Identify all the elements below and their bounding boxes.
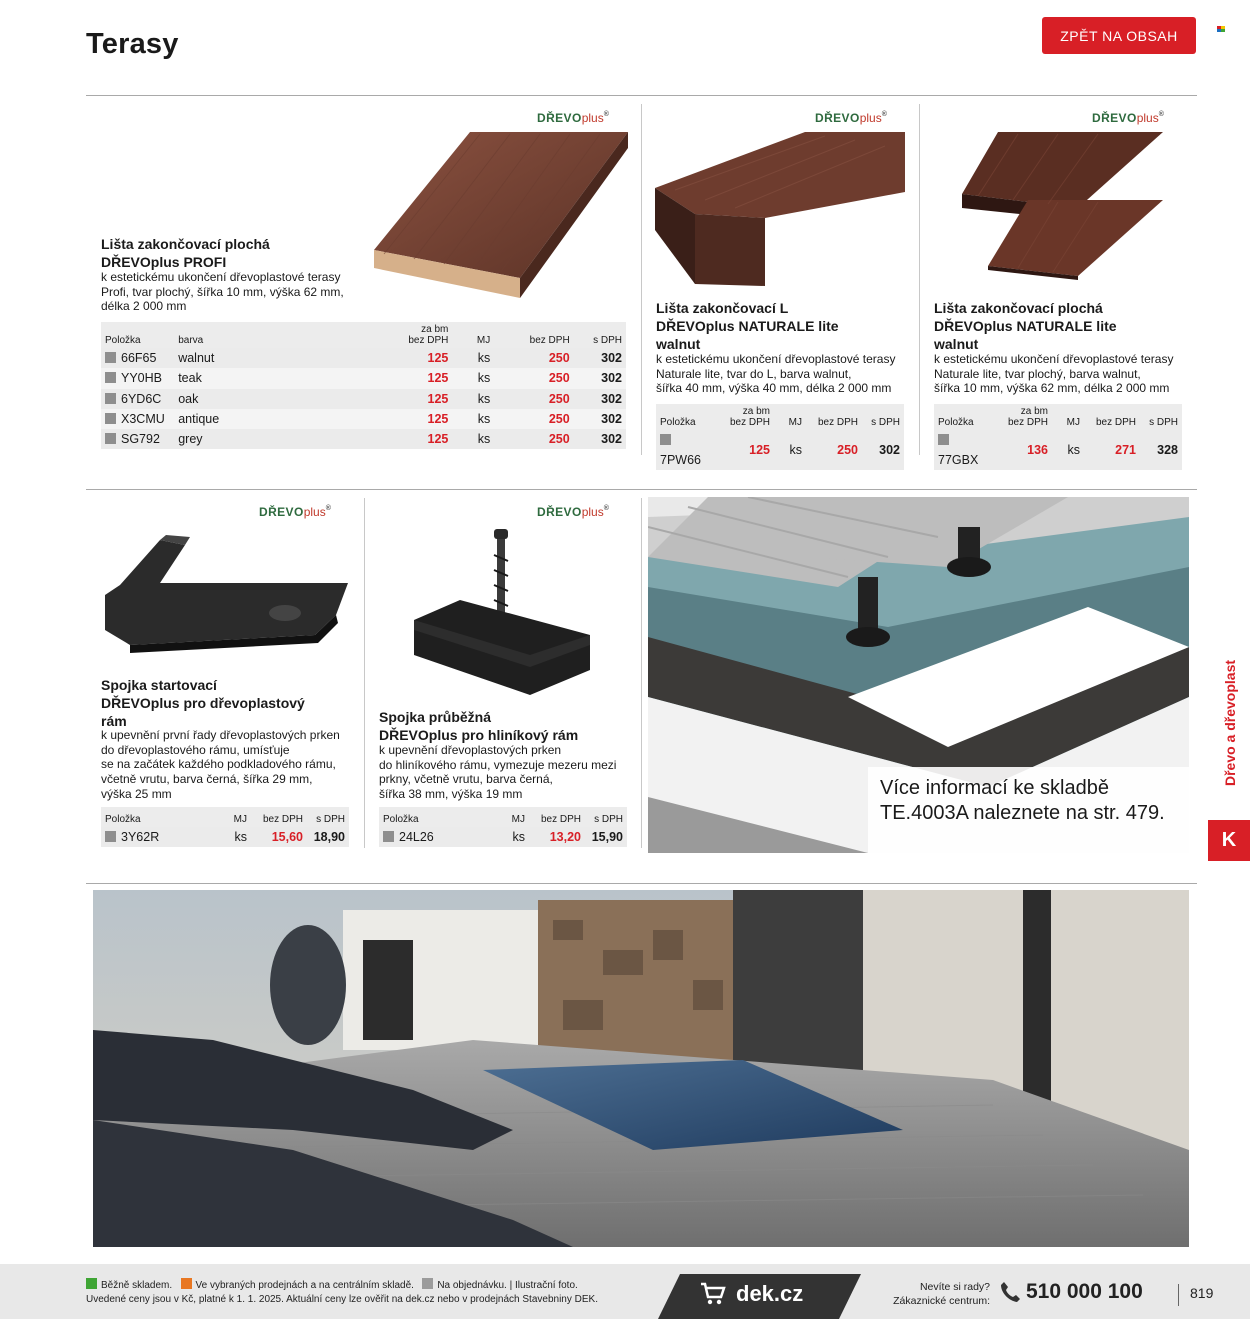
table-row: YY0HB teak 125 ks 250 302 bbox=[101, 368, 626, 388]
table-row: 3Y62R ks 15,60 18,90 bbox=[101, 827, 349, 847]
column-divider bbox=[641, 104, 642, 455]
composition-info: Více informací ke skladbě TE.4003A naleznete na str. 479. bbox=[880, 777, 1165, 824]
column-divider bbox=[641, 498, 642, 848]
drevoplus-logo: DŘEVOplus® bbox=[815, 111, 888, 125]
starter-clip-image bbox=[100, 535, 350, 655]
divider-middle bbox=[86, 489, 1197, 490]
price-table bbox=[101, 322, 626, 449]
continuous-clip-image bbox=[410, 525, 595, 705]
divider-lower bbox=[86, 883, 1197, 884]
on-order-icon bbox=[422, 1278, 433, 1289]
warehouse-icon bbox=[181, 1278, 192, 1289]
product-name: Lišta zakončovací plochá DŘEVOplus PROFI bbox=[101, 236, 270, 270]
table-row: 66F65 walnut 125 ks 250 302 bbox=[101, 348, 626, 368]
product-description: k estetickému ukončení dřevoplastové terasy Naturale lite, tvar do L, barva walnut, šířka 40 mm, výška 40 mm, délka 2 000 mm bbox=[656, 352, 896, 396]
l-trim-image bbox=[655, 130, 907, 290]
cart-icon bbox=[700, 1282, 726, 1306]
product-name: Spojka průběžná DŘEVOplus pro hliníkový rám bbox=[379, 709, 579, 743]
table-header: Položka MJ bez DPH s DPH bbox=[379, 807, 627, 827]
table-row: SG792 grey 125 ks 250 302 bbox=[101, 429, 626, 449]
flat-trim-naturale-image bbox=[958, 130, 1168, 280]
divider-top bbox=[86, 95, 1197, 96]
chapter-letter[interactable]: K bbox=[1208, 820, 1250, 861]
flat-trim-profi-image bbox=[370, 130, 630, 300]
column-divider bbox=[364, 498, 365, 848]
page-number: 819 bbox=[1190, 1285, 1214, 1301]
table-header: Položka MJ bez DPH s DPH bbox=[101, 807, 349, 827]
product-name: Spojka startovací DŘEVOplus pro dřevoplastový rám bbox=[101, 677, 305, 729]
back-to-contents-button[interactable]: ZPĚT NA OBSAH bbox=[1042, 17, 1196, 54]
customer-phone[interactable]: 510 000 100 bbox=[1000, 1280, 1143, 1304]
table-row: 77GBX 136 ks 271 328 bbox=[934, 430, 1182, 470]
price-table bbox=[934, 404, 1182, 470]
table-header: Položka barva za bm bez DPH MJ bez DPH s DPH bbox=[101, 322, 626, 348]
phone-icon bbox=[1000, 1281, 1020, 1303]
price-table bbox=[656, 404, 904, 470]
drevoplus-logo: DŘEVOplus® bbox=[537, 505, 610, 519]
page-number-divider bbox=[1178, 1284, 1179, 1306]
price-table bbox=[379, 807, 627, 847]
drevoplus-logo: DŘEVOplus® bbox=[259, 505, 332, 519]
table-row: 7PW66 125 ks 250 302 bbox=[656, 430, 904, 470]
product-name: Lišta zakončovací L DŘEVOplus NATURALE lite walnut bbox=[656, 300, 839, 352]
table-row: 24L26 ks 13,20 15,90 bbox=[379, 827, 627, 847]
price-disclaimer: Uvedené ceny jsou v Kč, platné k 1. 1. 2025. Aktuální ceny lze ověřit na dek.cz nebo v prodejnách Stavebniny DEK. bbox=[86, 1294, 598, 1305]
table-header: Položka za bm bez DPH MJ bez DPH s DPH bbox=[934, 404, 1182, 430]
customer-center-label: Nevíte si rady? Zákaznické centrum: bbox=[893, 1281, 990, 1307]
dek-site-link[interactable]: dek.cz bbox=[700, 1281, 803, 1307]
drevoplus-logo: DŘEVOplus® bbox=[537, 111, 610, 125]
color-marks-icon bbox=[1217, 26, 1225, 32]
price-table bbox=[101, 807, 349, 847]
table-row: X3CMU antique 125 ks 250 302 bbox=[101, 409, 626, 429]
column-divider bbox=[919, 104, 920, 455]
page-title: Terasy bbox=[86, 28, 179, 60]
footer-legend: Běžně skladem. Ve vybraných prodejnách a na centrálním skladě. Na objednávku. | Ilustrační foto. Uvedené ceny jsou v Kč, platné k 1. 1. 2025. Aktuální ceny lze ověřit na dek.cz nebo v prodejnách Stavebniny DEK. bbox=[86, 1280, 598, 1305]
pool-terrace-photo bbox=[93, 890, 1189, 1247]
product-description: k upevnění první řady dřevoplastových prken do dřevoplastového rámu, umísťuje se na začátek každého podkladového rámu, včetně vrutu, barva černá, šířka 29 mm, výška 25 mm bbox=[101, 728, 340, 801]
chapter-tab[interactable]: Dřevo a dřevoplast bbox=[1222, 659, 1238, 786]
table-header: Položka za bm bez DPH MJ bez DPH s DPH bbox=[656, 404, 904, 430]
table-row: 6YD6C oak 125 ks 250 302 bbox=[101, 389, 626, 409]
in-stock-icon bbox=[86, 1278, 97, 1289]
product-description: k estetickému ukončení dřevoplastové terasy Naturale lite, tvar plochý, barva walnut, šířka 10 mm, výška 62 mm, délka 2 000 mm bbox=[934, 352, 1174, 396]
product-name: Lišta zakončovací plochá DŘEVOplus NATURALE lite walnut bbox=[934, 300, 1117, 352]
drevoplus-logo: DŘEVOplus® bbox=[1092, 111, 1165, 125]
product-description: k estetickému ukončení dřevoplastové terasy Profi, tvar plochý, šířka 10 mm, výška 62 mm, délka 2 000 mm bbox=[101, 270, 344, 314]
product-description: k upevnění dřevoplastových prken do hliníkového rámu, vymezuje mezeru mezi prkny, včetně vrutu, barva černá, šířka 38 mm, výška 19 mm bbox=[379, 743, 617, 802]
